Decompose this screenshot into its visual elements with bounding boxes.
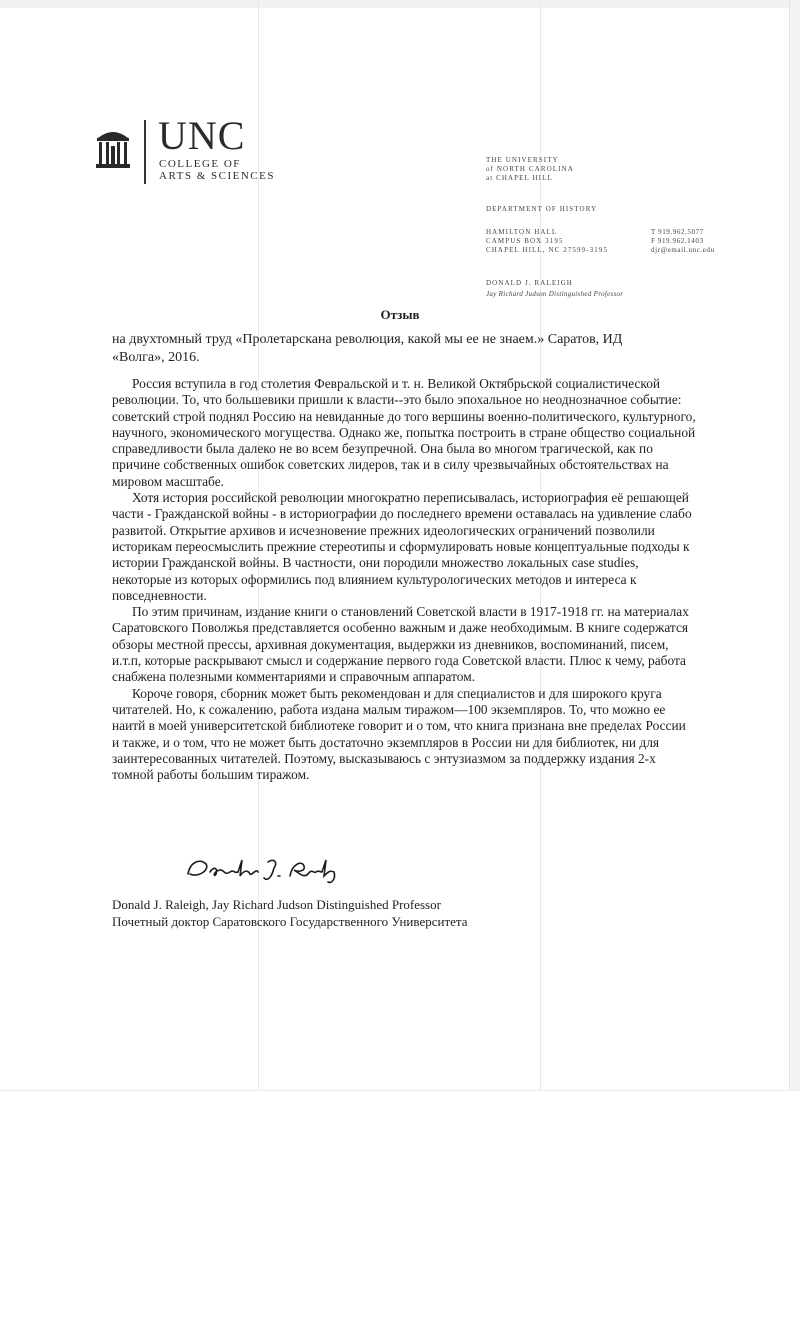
scan-edge-top [0, 0, 800, 8]
university-name [486, 156, 574, 183]
university-line: of NORTH CAROLINA [486, 165, 574, 173]
fax-number: F 919.962.1403 [651, 237, 704, 245]
email-address: djr@email.unc.edu [651, 246, 715, 254]
logo-divider [144, 120, 146, 184]
old-well-icon [96, 126, 130, 170]
body-paragraph: Россия вступила в год столетия Февральской и т. н. Великой Октябрьской социалистической революции. То, что большевики пришли к власти--это было эпохальное но неоднозначное событие: советский строй поднял Россию на невиданные до того вершины военно-политического, культурного, научного, экономического могущества. Однако же, попытка построить в стране общество социальной справедливости была далеко не во всем безупречной. Она была во многом трагической, как по причине собственных ошибок советских лидеров, так и в силу чрезвычайных обстоятельствах на мировом масштабе. [112, 376, 696, 489]
author-title: Jay Richard Judson Distinguished Professor [486, 290, 624, 298]
document-subject: на двухтомный труд «Пролетарскана революция, какой мы ее не знаем.» Саратов, ИД «Волга», 2016. [112, 332, 623, 365]
logo-college-line: COLLEGE OF [159, 158, 241, 170]
logo-college-line: ARTS & SCIENCES [159, 170, 275, 182]
handwritten-signature [184, 852, 354, 888]
address-line: CAMPUS BOX 3195 [486, 237, 564, 245]
department-name: DEPARTMENT OF HISTORY [486, 205, 598, 213]
page-bottom-edge [0, 1090, 800, 1091]
university-line: THE UNIVERSITY [486, 156, 559, 164]
address-line: HAMILTON HALL [486, 228, 558, 236]
address-line: CHAPEL HILL, NC 27599-3195 [486, 246, 609, 254]
mailing-address [486, 228, 608, 255]
signer-name: Donald J. Raleigh, Jay Richard Judson Distinguished Professor [112, 897, 441, 912]
body-paragraph: Короче говоря, сборник может быть рекомендован и для специалистов и для широкого круга читателей. Но, к сожалению, работа издана малым тиражом—100 экземпляров. То, что можно ее наитй в моей университетской библиотеке говорит и о том, что книга признана вне пределах России и также, и о том, что не может быть достаточно экземпляров в России ни для библиотек, ни для заинтересованных читателей. Поэтому, высказываюсь с энтузиазмом за поддержку издания 2-х томной работы большим тиражом. [112, 685, 686, 783]
logo-college-name [159, 158, 275, 182]
phone-number: T 919.962.5077 [651, 228, 704, 236]
document-title: Отзыв [380, 307, 420, 322]
signer-honorary-title: Почетный доктор Саратовского Государственного Университета [112, 913, 468, 929]
logo-wordmark: UNC [158, 113, 246, 158]
body-paragraph: По этим причинам, издание книги о становлений Советской власти в 1917-1918 гг. на материалах Саратовского Поволжья представляется особенно важным и даже необходимым. В книге содержатся обзоры местной прессы, архивная документация, выдержки из дневников, воспоминаний, писем, и.т.п, которые раскрывают смысл и содержание первого года Советской власти. Плюс к чему, работа снабжена полезными комментариями и справочным аппаратом. [112, 604, 689, 685]
contact-info [651, 228, 715, 255]
signer-block [112, 897, 468, 930]
university-line: at CHAPEL HILL [486, 174, 553, 182]
body-paragraph: Хотя история российской революции многократно переписывалась, историография её решающей части - Гражданской войны - в историографии до последнего времени оставалась на удивление слабо развитой. Открытие архивов и исчезновение прежних идеологических ограничений позволили историкам переосмыслить прежние стереотипы и сформулировать новые концептуальные подходы к истории Гражданской войны. В частности, они породили множество локальных case studies, некоторые из которых оформились под влиянием культурологических методов и интереса к повседневности. [112, 490, 692, 603]
scan-edge-right [789, 0, 800, 1090]
letter-body [112, 376, 696, 783]
author-name: DONALD J. RALEIGH [486, 279, 573, 287]
